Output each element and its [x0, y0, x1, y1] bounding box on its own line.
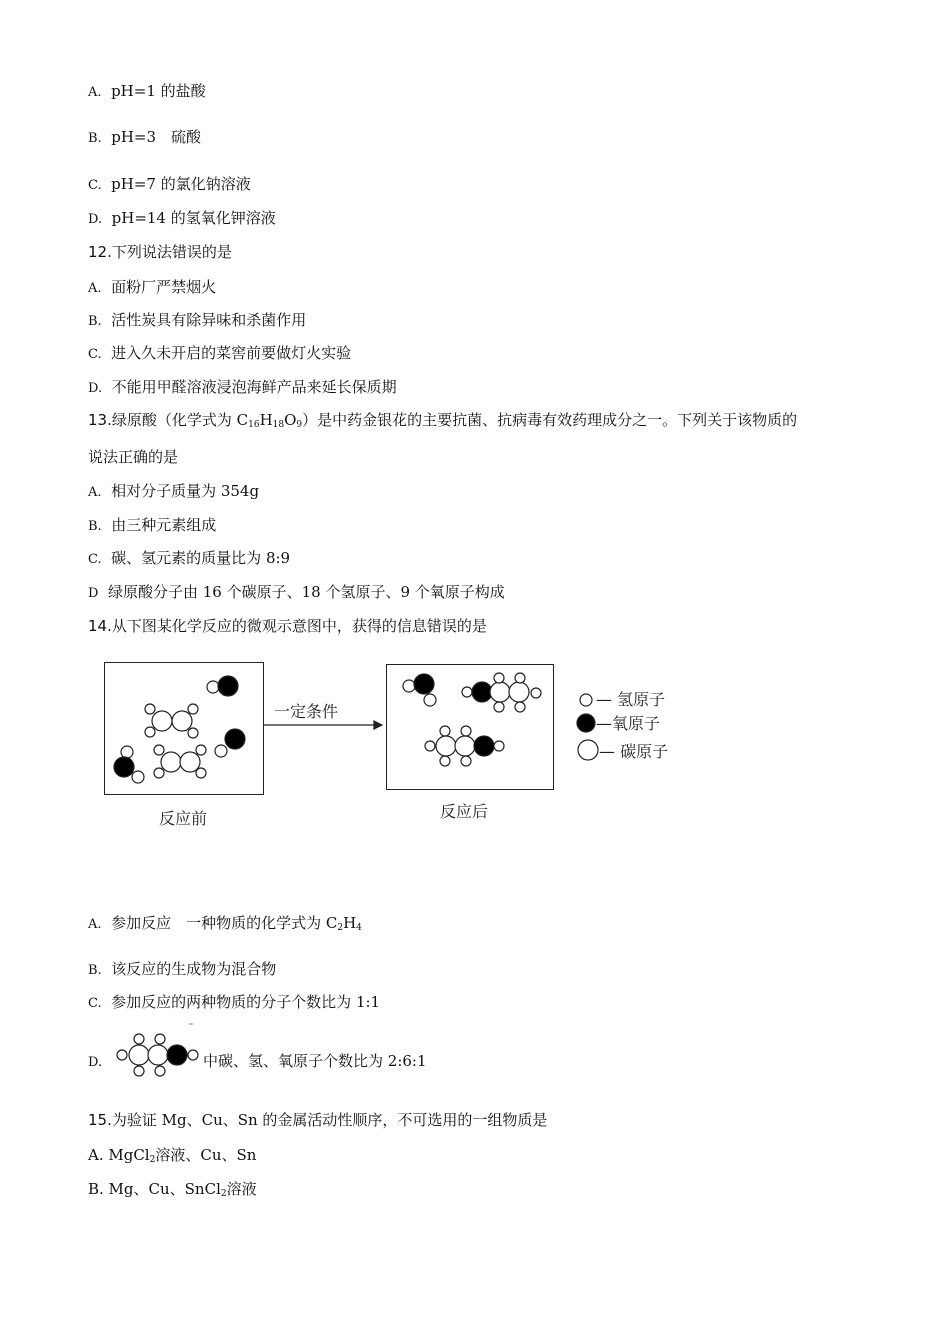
- q12-option-b: B. 活性炭具有除异味和杀菌作用: [88, 311, 307, 329]
- q14-option-c: C. 参加反应的两种物质的分子个数比为 1:1: [88, 993, 381, 1011]
- hydrogen-atom: [145, 727, 155, 737]
- q13-option-b: B. 由三种元素组成: [88, 516, 217, 534]
- hydrogen-atom: [425, 741, 435, 751]
- q12-stem: 12.下列说法错误的是: [88, 243, 232, 261]
- after-label: 反应后: [440, 802, 489, 821]
- carbon-atom: [129, 1045, 149, 1065]
- hydrogen-atom: [121, 746, 133, 758]
- q15-option-a: A. MgCl$_2$溶液、Cu、Sn: [88, 1146, 257, 1165]
- q11-option-b: B. pH=3 硫酸: [88, 128, 202, 146]
- oxygen-atom: [218, 676, 238, 696]
- oxygen-atom: [474, 736, 494, 756]
- oxygen-atom: [114, 757, 134, 777]
- hydrogen-atom: [461, 756, 471, 766]
- hydrogen-atom: [117, 1050, 127, 1060]
- hydrogen-atom: [494, 673, 504, 683]
- carbon-atom: [148, 1045, 168, 1065]
- q15-option-b: B. Mg、Cu、SnCl$_2$溶液: [88, 1180, 257, 1199]
- hydrogen-atom: [196, 768, 206, 778]
- legend-dash: —: [599, 742, 615, 761]
- q13-option-d: D 绿原酸分子由 16 个碳原子、18 个氢原子、9 个氧原子构成: [88, 583, 505, 601]
- carbon-atom: [455, 736, 475, 756]
- legend-dash: —: [596, 690, 612, 709]
- hydrogen-atom: [132, 771, 144, 783]
- legend-carbon: — 碳原子: [599, 742, 669, 761]
- hydrogen-atom: [515, 702, 525, 712]
- carbon-atom: [161, 752, 181, 772]
- legend-dash: —: [596, 714, 612, 733]
- hydrogen-atom: [403, 680, 415, 692]
- reaction-arrow-head: [374, 721, 382, 729]
- hydrogen-atom: [154, 768, 164, 778]
- q12-option-c: C. 进入久未开启的菜窖前要做灯火实验: [88, 344, 352, 362]
- carbon-atom: [490, 682, 510, 702]
- hydrogen-atom: [494, 741, 504, 751]
- q13-stem: 13.绿原酸（化学式为 $C_{16}H_{18}O_9$）是中药金银花的主要抗菌、抗病毒有效药理成分之一。下列关于该物质的: [88, 411, 798, 430]
- hydrogen-atom: [440, 756, 450, 766]
- carbon-atom: [509, 682, 529, 702]
- q12-option-a: A. 面粉厂严禁烟火: [88, 278, 217, 296]
- legend-oxygen: —氧原子: [596, 714, 661, 733]
- hydrogen-atom: [155, 1066, 165, 1076]
- oxygen-atom: [167, 1045, 187, 1065]
- carbon-atom: [152, 711, 172, 731]
- hydrogen-atom: [145, 704, 155, 714]
- before-label: 反应前: [159, 809, 208, 828]
- q11-option-c: C. pH=7 的氯化钠溶液: [88, 175, 251, 193]
- oxygen-atom: [225, 729, 245, 749]
- hydrogen-atom: [440, 726, 450, 736]
- q14-option-a: A. 参加反应 一种物质的化学式为 $C_2H_4$: [88, 914, 362, 933]
- q11-option-a: A. pH=1 的盐酸: [88, 82, 206, 100]
- carbon-atom: [180, 752, 200, 772]
- hydrogen-atom: [424, 694, 436, 706]
- carbon-atom: [172, 711, 192, 731]
- hydrogen-atom: [515, 673, 525, 683]
- legend-carbon-symbol: [578, 740, 598, 760]
- hydrogen-atom: [188, 704, 198, 714]
- hydrogen-atom: [188, 728, 198, 738]
- hydrogen-atom: [461, 726, 471, 736]
- q13-option-c: C. 碳、氢元素的质量比为 8:9: [88, 549, 291, 567]
- hydrogen-atom: [154, 745, 164, 755]
- q11-option-d: D. pH=14 的氢氧化钾溶液: [88, 209, 276, 227]
- carbon-atom: [436, 736, 456, 756]
- hydrogen-atom: [462, 687, 472, 697]
- hydrogen-atom: [531, 688, 541, 698]
- hydrogen-atom: [196, 745, 206, 755]
- hydrogen-atom: [215, 745, 227, 757]
- q14-option-d-text: 中碳、氢、氧原子个数比为 2:6:1: [203, 1052, 427, 1070]
- oxygen-atom: [472, 682, 492, 702]
- q15-stem: 15.为验证 Mg、Cu、Sn 的金属活动性顺序，不可选用的一组物质是: [88, 1111, 548, 1129]
- legend-oxygen-symbol: [577, 714, 595, 732]
- hydrogen-atom: [134, 1066, 144, 1076]
- hydrogen-atom: [188, 1050, 198, 1060]
- q12-option-d: D. 不能用甲醛溶液浸泡海鲜产品来延长保质期: [88, 378, 397, 396]
- hydrogen-atom: [207, 681, 219, 693]
- hydrogen-atom: [494, 702, 504, 712]
- q14-stem: 14.从下图某化学反应的微观示意图中，获得的信息错误的是: [88, 617, 487, 635]
- q13-option-a: A. 相对分子质量为 354g: [88, 482, 260, 500]
- q14-option-d-label: D.: [88, 1055, 103, 1070]
- legend-hydrogen: — 氢原子: [596, 690, 666, 709]
- oxygen-atom: [414, 674, 434, 694]
- hydrogen-atom: [155, 1034, 165, 1044]
- legend-hydrogen-symbol: [580, 694, 592, 706]
- hydrogen-atom: [134, 1034, 144, 1044]
- arrow-label: 一定条件: [274, 702, 339, 721]
- q14-option-b: B. 该反应的生成物为混合物: [88, 960, 277, 978]
- q13-stem-cont: 说法正确的是: [88, 448, 179, 466]
